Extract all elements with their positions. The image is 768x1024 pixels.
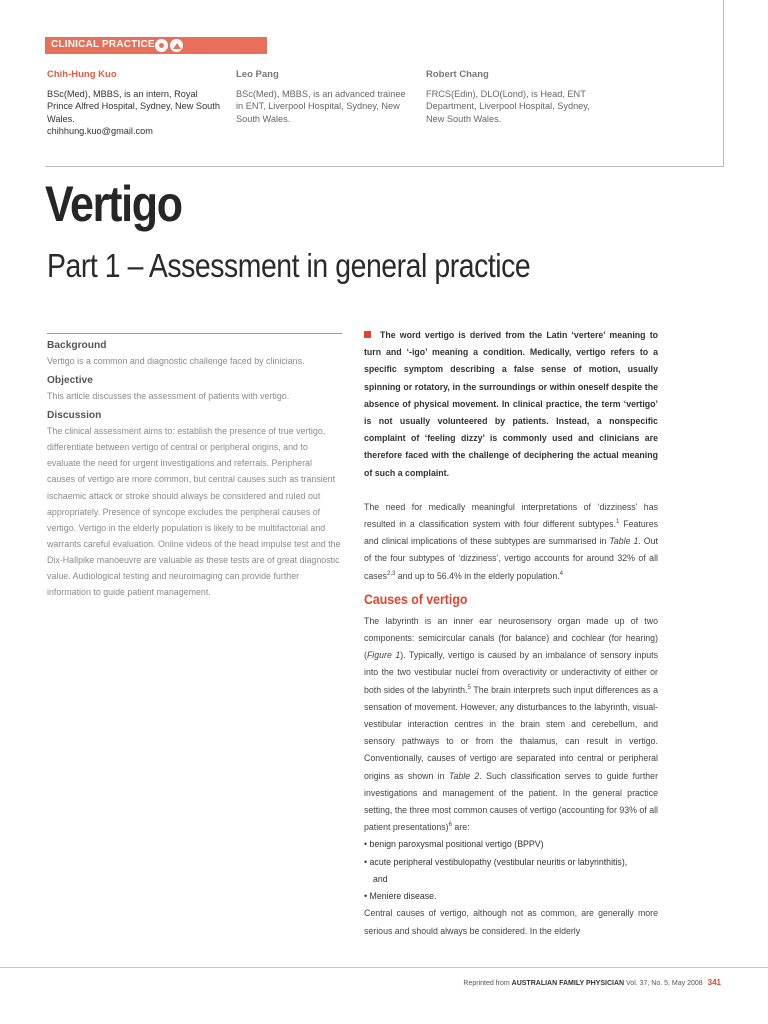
author-bio: BSc(Med), MBBS, is an intern, Royal Prince Alfred Hospital, Sydney, New South Wales. <box>47 88 220 124</box>
page-number: 341 <box>707 978 721 987</box>
journal-name: AUSTRALIAN FAMILY PHYSICIAN <box>511 980 625 987</box>
paragraph <box>364 499 658 585</box>
author-block <box>47 69 225 138</box>
paragraph <box>364 613 658 837</box>
discussion-heading: Discussion <box>47 410 102 422</box>
author-name: Robert Chang <box>426 69 489 80</box>
objective-heading: Objective <box>47 375 93 387</box>
section-banner <box>45 37 267 54</box>
citation: 5 <box>467 684 471 691</box>
abstract <box>47 340 342 606</box>
footer-rule <box>0 967 768 968</box>
para-text: . Such classification serves to guide further investigations and management of the patient. In the general practice setting, the three most common causes of vertigo (accounting for 93% of all patient presentations) <box>364 770 658 833</box>
article-body <box>364 327 658 940</box>
author-bio: FRCS(Edin), DLO(Lond), is Head, ENT Department, Liverpool Hospital, Sydney, New South Wales. <box>426 88 590 124</box>
section-heading: Causes of vertigo <box>364 590 468 607</box>
page-footer <box>463 978 721 987</box>
section-marker <box>364 331 371 338</box>
audio-icon <box>155 39 168 52</box>
author-bio: BSc(Med), MBBS, is an advanced trainee in ENT, Liverpool Hospital, Sydney, New South Wales. <box>236 88 406 124</box>
intro-text: The word vertigo is derived from the Latin ‘vertere’ meaning to turn and ‘-igo’ meaning a condition. Medically, vertigo refers to a specific symptom describing a false sense of motion, usually spinning or rotatory, in the surroundings or within oneself despite the absence of physical movement. In clinical practice, the term ‘vertigo’ is not usually volunteered by patients. Instead, a nonspecific complaint of ‘feeling dizzy’ is commonly used and clinicians are therefore faced with the challenge of deciphering the actual meaning of such a complaint. <box>364 330 658 478</box>
list-item: • benign paroxysmal positional vertigo (BPPV) <box>364 839 544 850</box>
abstract-rule <box>47 333 342 334</box>
para-text: ). Typically, vertigo is caused by an imbalance of sensory inputs into the two vestibular nuclei from overactivity or underactivity of either or both sides of the labyrinth. <box>364 650 658 695</box>
table-reference[interactable]: Table 1 <box>609 536 639 547</box>
cpd-icon <box>170 39 183 52</box>
list-item: and <box>373 873 388 884</box>
citation: 2,3 <box>386 570 396 577</box>
journal-issue: Vol. 37, No. 5, May 2008 <box>626 980 703 987</box>
background-text: Vertigo is a common and diagnostic challenge faced by clinicians. <box>47 356 305 366</box>
paragraph: Central causes of vertigo, although not as common, are generally more serious and should always be considered. In the elderly <box>364 908 658 936</box>
author-block <box>426 69 604 125</box>
para-text: Features and clinical implications of these subtypes are summarised in <box>364 519 658 547</box>
para-text: The labyrinth is an inner ear neurosensory organ made up of two components: semicircular canals (for balance) and cochlear (for hearing) ( <box>364 615 658 661</box>
frame-vertical-rule <box>723 0 724 166</box>
article-subtitle: Part 1 – Assessment in general practice <box>47 247 531 284</box>
para-text: and up to 56.4% in the elderly population. <box>395 570 560 581</box>
objective-text: This article discusses the assessment of patients with vertigo. <box>47 391 290 402</box>
citation: 1 <box>616 519 620 526</box>
para-text: The brain interprets such input differences as a sensation of movement. However, any disturbances to the labyrinth, visual-vestibular interaction centres in the brain stem and cerebellum, and sensory pathways to or from the thalamus, can result in vertigo. Conventionally, causes of vertigo are separated into central or peripheral origins as shown in <box>364 684 658 781</box>
author-name: Chih-Hung Kuo <box>47 69 117 80</box>
table-reference[interactable]: Table 2 <box>448 770 480 781</box>
author-name: Leo Pang <box>236 69 279 80</box>
article-title: Vertigo <box>45 176 182 232</box>
para-text: The need for medically meaningful interpretations of ‘dizziness’ has resulted in a classification system with four different subtypes. <box>364 501 658 530</box>
background-heading: Background <box>47 340 107 351</box>
para-text: . Out of the four subtypes of ‘dizziness’, vertigo accounts for around 32% of all cases <box>364 536 658 581</box>
citation: 4 <box>559 570 563 577</box>
list-item: • acute peripheral vestibulopathy (vestibular neuritis or labyrinthitis), <box>364 856 628 867</box>
section-label: CLINICAL PRACTICE <box>51 39 155 50</box>
header-divider <box>45 166 724 167</box>
figure-reference[interactable]: Figure 1 <box>366 650 401 661</box>
intro-paragraph <box>364 327 658 482</box>
para-text: are: <box>451 822 470 833</box>
author-block <box>236 69 414 125</box>
banner-icons <box>155 39 183 52</box>
discussion-text: The clinical assessment aims to: establish the presence of true vertigo, differentiate between vertigo of central or peripheral origins, and to evaluate the need for urgent investigations and referrals. Peripheral causes of vertigo are more common, but central causes such as transient ischaemic attack or stroke should always be considered and ruled out appropriately. Presence of syncope excludes the peripheral causes of vertigo. Vertigo in the elderly population is likely to be multifactorial and warrants careful evaluation. Online videos of the head impulse test and the Dix-Hallpike manoeuvre are valuable as these tests are of great diagnostic value. Audiological testing and neuroimaging can provide further information to guide patient management. <box>47 426 341 598</box>
footer-reprint: Reprinted from <box>463 980 510 987</box>
citation: 6 <box>448 822 452 829</box>
list-item: • Meniere disease. <box>364 891 437 902</box>
author-email[interactable]: chihhung.kuo@gmail.com <box>47 126 153 136</box>
